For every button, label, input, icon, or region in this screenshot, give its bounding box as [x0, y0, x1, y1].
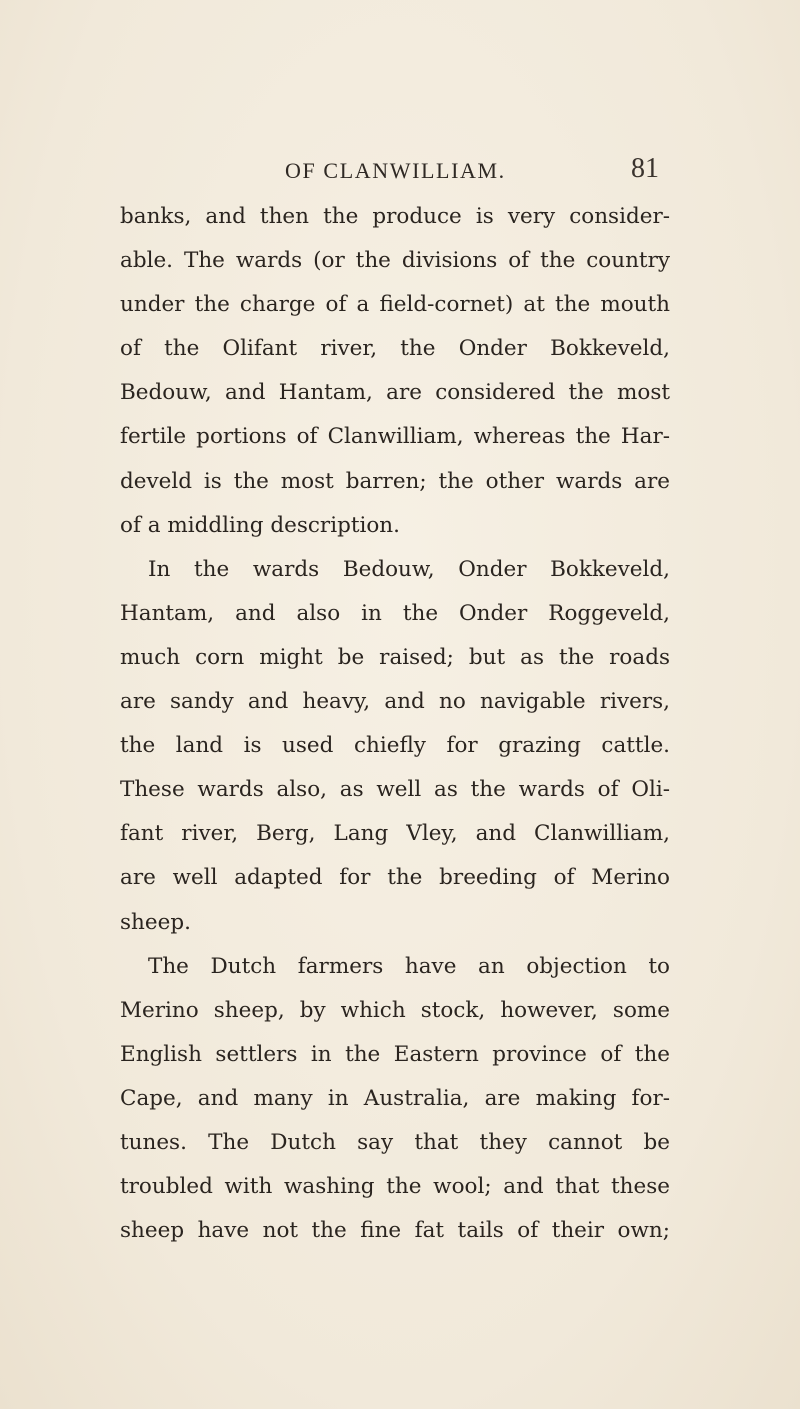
text-line: Bedouw, and Hantam, are considered the most	[120, 380, 670, 406]
text-line: English settlers in the Eastern province of the	[120, 1041, 670, 1067]
paragraph-start-line: The Dutch farmers have an objection to	[148, 953, 670, 979]
text-line: These wards also, as well as the wards of Oli-	[120, 777, 670, 803]
text-line: sheep have not the fine fat tails of their own;	[120, 1218, 670, 1244]
running-head	[0, 150, 800, 190]
text-line: under the charge of a field-cornet) at the mouth	[120, 292, 670, 318]
text-line: develd is the most barren; the other wards are	[120, 468, 670, 494]
running-title: OF CLANWILLIAM.	[285, 158, 506, 183]
text-line: are well adapted for the breeding of Merino	[120, 865, 670, 891]
text-line: Merino sheep, by which stock, however, some	[120, 997, 670, 1023]
text-line: able. The wards (or the divisions of the country	[120, 248, 670, 274]
text-line: banks, and then the produce is very consider-	[120, 204, 670, 229]
paragraph-start-line: In the wards Bedouw, Onder Bokkeveld,	[148, 556, 670, 582]
text-line: Cape, and many in Australia, are making for-	[120, 1085, 670, 1111]
paragraph-end-line: of a middling description.	[120, 512, 400, 538]
text-line: Hantam, and also in the Onder Roggeveld,	[120, 600, 670, 626]
text-line: are sandy and heavy, and no navigable rivers,	[120, 689, 670, 715]
text-line: troubled with washing the wool; and that these	[120, 1174, 670, 1200]
text-line: much corn might be raised; but as the roads	[120, 644, 670, 670]
body-text	[120, 195, 670, 1253]
text-line: tunes. The Dutch say that they cannot be	[120, 1129, 670, 1155]
text-line: fertile portions of Clanwilliam, whereas the Har-	[120, 424, 670, 450]
text-line: of the Olifant river, the Onder Bokkeveld,	[120, 336, 670, 362]
text-line: the land is used chiefly for grazing cattle.	[120, 733, 670, 759]
paragraph-end-line: sheep.	[120, 909, 191, 935]
page-number: 81	[631, 153, 659, 184]
text-line: fant river, Berg, Lang Vley, and Clanwilliam,	[120, 821, 670, 847]
